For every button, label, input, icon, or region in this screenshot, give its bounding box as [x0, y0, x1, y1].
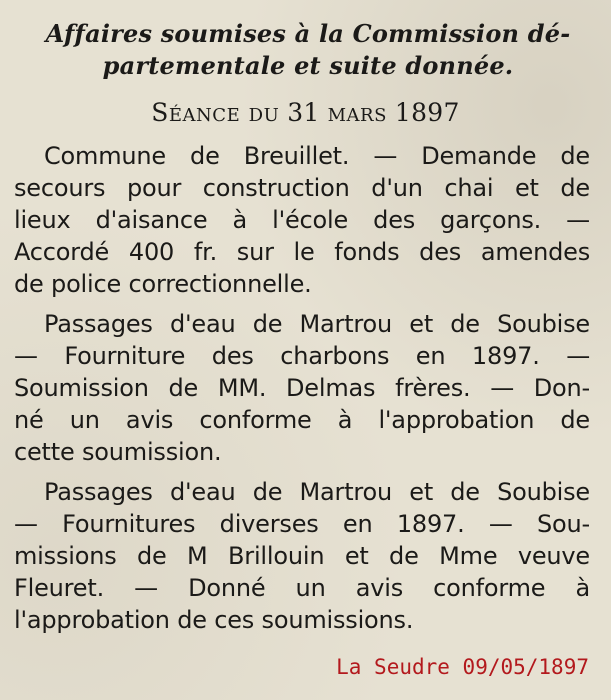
paragraph-2-line-3: Soumission de MM. Delmas frères. — Don- — [14, 374, 590, 402]
session-date-heading — [0, 96, 611, 130]
paragraph-1-line-3: lieux d'aisance à l'école des garçons. — — [14, 206, 590, 234]
paragraph-1-line-5: de police correctionnelle. — [14, 270, 312, 298]
source-caption: La Seudre 09/05/1897 — [336, 655, 589, 679]
session-label: Séance du — [151, 98, 280, 127]
paragraph-3-line-2: — Fournitures diverses en 1897. — Sou- — [14, 510, 590, 538]
paragraph-1-line-2: secours pour construction d'un chai et de — [14, 174, 590, 202]
paragraph-1-line-4: Accordé 400 fr. sur le fonds des amendes — [14, 238, 590, 266]
paragraph-2-line-5: cette soumission. — [14, 438, 222, 466]
article-heading-line-2: partementale et suite donnée. — [102, 51, 514, 80]
paragraph-2-line-2: — Fourniture des charbons en 1897. — — [14, 342, 590, 370]
session-year: 1897 — [394, 98, 460, 127]
article-heading-line-1: Affaires soumises à la Commission dé- — [45, 19, 571, 48]
paragraph-3-line-3: missions de M Brillouin et de Mme veuve — [14, 542, 590, 570]
session-month: mars — [327, 98, 387, 127]
paragraph-3-line-5: l'approbation de ces soumissions. — [14, 606, 414, 634]
paragraph-3-line-4: Fleuret. — Donné un avis conforme à — [14, 574, 590, 602]
paragraph-2-line-4: né un avis conforme à l'approbation de — [14, 406, 590, 434]
paragraph-3-line-1: Passages d'eau de Martrou et de Soubise — [44, 478, 590, 506]
session-day: 31 — [287, 98, 320, 127]
paragraph-2-line-1: Passages d'eau de Martrou et de Soubise — [44, 310, 590, 338]
paragraph-1-line-1: Commune de Breuillet. — Demande de — [44, 142, 590, 170]
